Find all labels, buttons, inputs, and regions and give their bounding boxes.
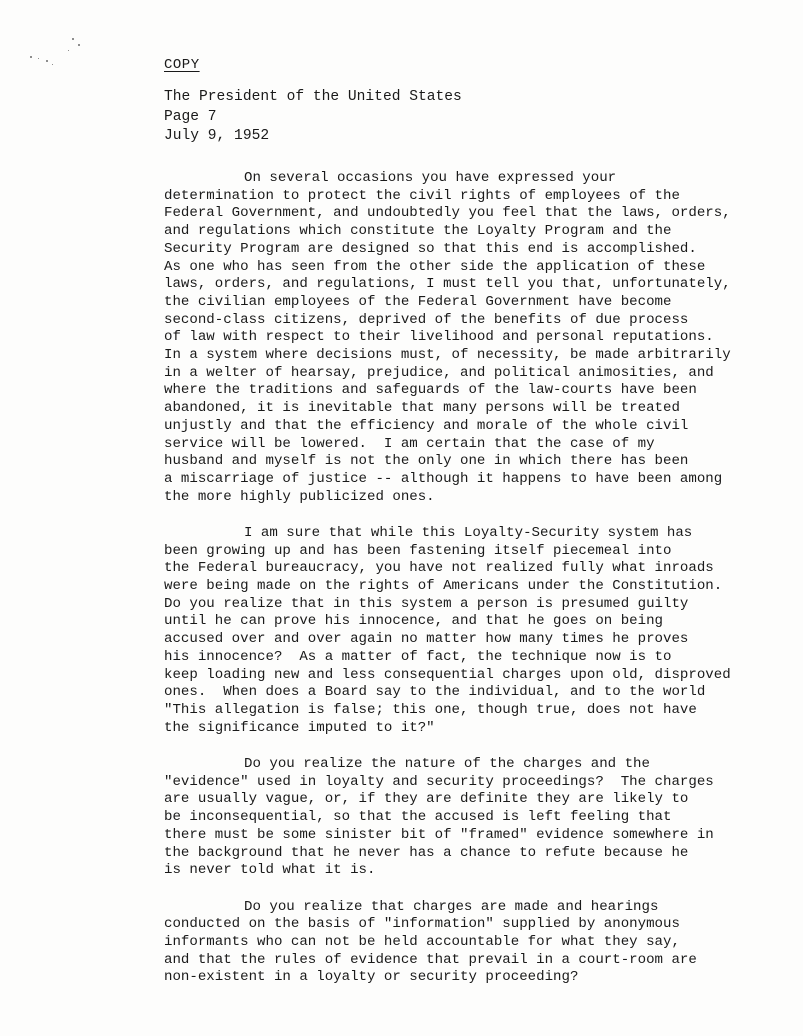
paragraph-line: unjustly and that the efficiency and morale of the whole civil xyxy=(164,417,689,434)
letter-body xyxy=(164,170,803,1006)
paragraph-line: conducted on the basis of "information" supplied by anonymous xyxy=(164,916,680,933)
paragraph-line: until he can prove his innocence, and that he goes on being xyxy=(164,613,663,630)
paragraph-line: keep loading new and less consequential charges upon old, disproved xyxy=(164,666,731,683)
paragraph-2 xyxy=(164,525,803,737)
paragraph-line: In a system where decisions must, of necessity, be made arbitrarily xyxy=(164,347,731,364)
paragraph-line: the significance imputed to it?" xyxy=(164,719,435,736)
paragraph-line: a miscarriage of justice -- although it happens to have been among xyxy=(164,470,723,487)
paragraph-line: husband and myself is not the only one in which there has been xyxy=(164,453,689,470)
paragraph-line: accused over and over again no matter how many times he proves xyxy=(164,631,689,648)
paragraph-line: is never told what it is. xyxy=(164,862,376,879)
paragraph-line: in a welter of hearsay, prejudice, and political animosities, and xyxy=(164,364,714,381)
paragraph-line: the Federal bureaucracy, you have not realized fully what inroads xyxy=(164,560,714,577)
paragraph-line: his innocence? As a matter of fact, the technique now is to xyxy=(164,648,672,665)
paragraph-line: of law with respect to their livelihood and personal reputations. xyxy=(164,329,714,346)
paragraph-line: Security Program are designed so that this end is accomplished. xyxy=(164,240,697,257)
paper-specks xyxy=(28,38,88,78)
paragraph-4 xyxy=(164,899,803,988)
paragraph-line: service will be lowered. I am certain that the case of my xyxy=(164,435,655,452)
paragraph-1 xyxy=(164,170,803,506)
paragraph-line: are usually vague, or, if they are definite they are likely to xyxy=(164,791,689,808)
paragraph-line: Federal Government, and undoubtedly you feel that the laws, orders, xyxy=(164,205,731,222)
paragraph-line: non-existent in a loyalty or security proceeding? xyxy=(164,969,579,986)
paragraph-line: Do you realize the nature of the charges and the xyxy=(244,755,650,772)
header-page-number: Page 7 xyxy=(164,108,217,125)
paragraph-line: there must be some sinister bit of "framed" evidence somewhere in xyxy=(164,826,714,843)
paragraph-line: and that the rules of evidence that prevail in a court-room are xyxy=(164,951,697,968)
paragraph-line: Do you realize that charges are made and hearings xyxy=(244,898,659,915)
paragraph-line: informants who can not be held accountable for what they say, xyxy=(164,933,680,950)
paragraph-line: determination to protect the civil rights of employees of the xyxy=(164,187,680,204)
paragraph-line: ones. When does a Board say to the individual, and to the world xyxy=(164,684,706,701)
paragraph-line: On several occasions you have expressed your xyxy=(244,170,617,186)
paragraph-3 xyxy=(164,756,803,880)
paragraph-line: and regulations which constitute the Loyalty Program and the xyxy=(164,223,672,240)
letter-header xyxy=(164,88,462,147)
paragraph-line: abandoned, it is inevitable that many persons will be treated xyxy=(164,400,680,417)
paragraph-line: laws, orders, and regulations, I must tell you that, unfortunately, xyxy=(164,276,731,293)
paragraph-line: "This allegation is false; this one, though true, does not have xyxy=(164,701,697,718)
paragraph-line: the civilian employees of the Federal Government have become xyxy=(164,293,672,310)
paragraph-line: be inconsequential, so that the accused is left feeling that xyxy=(164,809,672,826)
paragraph-line: Do you realize that in this system a person is presumed guilty xyxy=(164,595,689,612)
paragraph-line: where the traditions and safeguards of the law-courts have been xyxy=(164,382,697,399)
paragraph-line: As one who has seen from the other side the application of these xyxy=(164,258,706,275)
header-recipient: The President of the United States xyxy=(164,89,462,105)
paragraph-line: "evidence" used in loyalty and security proceedings? The charges xyxy=(164,773,714,790)
paragraph-line: second-class citizens, deprived of the benefits of due process xyxy=(164,311,689,328)
paragraph-line: I am sure that while this Loyalty-Security system has xyxy=(244,524,693,541)
paragraph-line: been growing up and has been fastening itself piecemeal into xyxy=(164,542,672,559)
header-date: July 9, 1952 xyxy=(164,128,270,144)
paragraph-line: the background that he never has a chance to refute because he xyxy=(164,844,689,861)
paragraph-line: the more highly publicized ones. xyxy=(164,488,435,505)
copy-mark: COPY xyxy=(164,57,200,73)
paragraph-line: were being made on the rights of Americans under the Constitution. xyxy=(164,578,723,595)
